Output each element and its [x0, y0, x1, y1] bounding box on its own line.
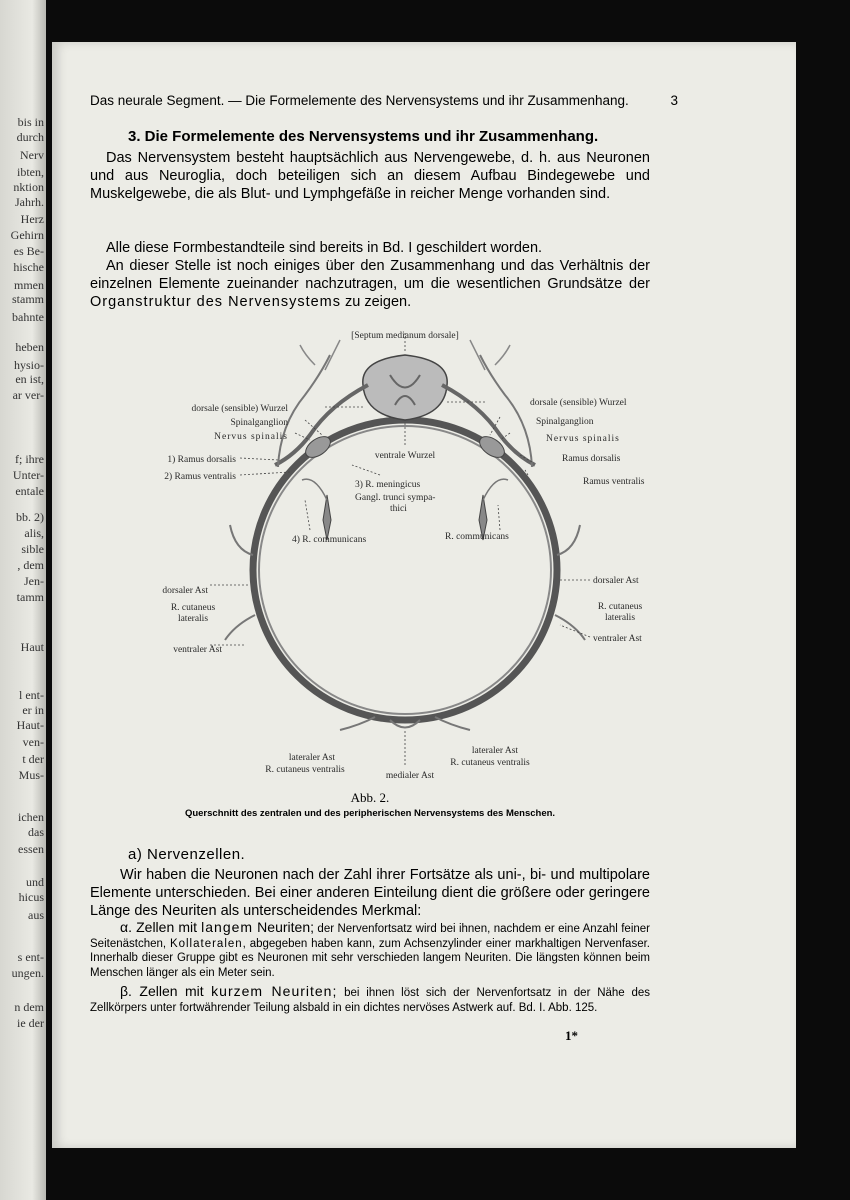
label-dorsaler-ast-right: dorsaler Ast — [593, 576, 639, 586]
left-page-fragment: , dem — [17, 558, 44, 572]
left-page-fragment: hische — [13, 260, 44, 274]
left-page-fragment: Jahrh. — [15, 195, 44, 209]
paragraph-1-text: Das Nervensystem besteht hauptsächlich aus Nervengewebe, d. h. aus Neuronen und aus Neuroglia, doch beteiligen sich an diesem Aufbau Bindegewebe und Muskelgewebe, die als Blut- und Lymphgefäße in reicher Menge vorhanden sind. — [90, 150, 650, 202]
left-page-fragment: Haut — [20, 640, 44, 654]
left-page-fragment: er in — [22, 703, 44, 717]
paragraph-4-text: Wir haben die Neuronen nach der Zahl ihrer Fortsätze als uni-, bi- und multipolare Elemente unterschieden. Bei einer anderen Einteilung dient die größere oder geringere Länge des Neuriten als unterscheidendes Merkmal: — [90, 867, 650, 919]
subsection-heading: a) Nervenzellen. — [128, 846, 246, 863]
paragraph-1 — [90, 149, 650, 203]
alpha-spaced-2: Kollateralen — [169, 937, 243, 950]
left-page-fragment: heben — [15, 340, 44, 354]
alpha-lead-2: Neuriten; — [253, 919, 314, 935]
label-r-communicans-left: 4) R. communicans — [292, 535, 367, 545]
label-ventraler-ast-right: ventraler Ast — [593, 634, 642, 644]
label-ramus-ventralis-right: Ramus ventralis — [583, 477, 645, 487]
left-page-fragment: entale — [15, 484, 44, 498]
left-page-fragment: ichen — [18, 810, 44, 824]
left-page-fragment: Unter- — [12, 468, 44, 482]
label-nervus-spinalis-left: Nervus spinalis — [214, 432, 288, 442]
paragraph-2-text: Alle diese Formbestandteile sind bereits in Bd. I geschildert worden. — [106, 240, 543, 256]
paragraph-3 — [90, 257, 650, 311]
page-number: 3 — [670, 93, 678, 108]
alpha-text-b: , abgegeben haben kann, zum Achsenzylinder einer markhaltigen Nervenfaser. Innerhalb dieser Gruppe gibt es Neuronen mit sehr verschieden langem Neuriten. Die längsten können beim Menschen länger als ein Meter sein. — [90, 937, 650, 979]
left-page-fragment: alis, — [24, 526, 44, 540]
left-page-fragment: tamm — [16, 590, 44, 604]
left-page-fragment: mmen — [14, 278, 44, 292]
label-r-cutaneus-ventralis-right: R. cutaneus ventralis — [450, 758, 530, 768]
left-page-fragment: bb. 2) — [16, 510, 44, 524]
paragraph-beta — [90, 984, 650, 1015]
label-spinalganglion-right: Spinalganglion — [536, 417, 594, 427]
left-page-fragment: ibten, — [17, 165, 44, 179]
figure-number: Abb. 2. — [350, 790, 390, 805]
left-page-fragment: stamm — [12, 292, 44, 306]
running-head — [90, 93, 678, 108]
left-page-fragment: essen — [18, 842, 44, 856]
paragraph-3-text-b: zu zeigen. — [341, 294, 412, 310]
label-ventrale-wurzel: ventrale Wurzel — [374, 451, 436, 461]
label-ramus-ventralis-left: 2) Ramus ventralis — [164, 472, 236, 482]
section-title: 3. Die Formelemente des Nervensystems und ihr Zusammenhang. — [128, 128, 599, 145]
alpha-spaced: langem — [201, 919, 254, 935]
label-lateraler-ast-left: lateraler Ast — [288, 753, 336, 763]
label-dorsale-wurzel-left: dorsale (sensible) Wurzel — [191, 404, 288, 414]
figure-caption: Querschnitt des zentralen und des peripherischen Nervensystems des Menschen. — [184, 808, 556, 819]
left-page-fragment: Haut- — [16, 718, 44, 732]
label-medialer-ast: medialer Ast — [385, 771, 435, 781]
left-page-fragment: f; ihre — [15, 452, 44, 466]
label-r-cutaneus-lat-left-2: lateralis — [177, 614, 209, 624]
left-page-fragment: hysio- — [14, 358, 44, 372]
body-outline — [253, 420, 557, 720]
cross-section-diagram — [90, 325, 650, 785]
label-r-cutaneus-lat-left-1: R. cutaneus — [170, 603, 216, 613]
left-page-fragment: das — [28, 825, 44, 839]
left-page-fragment: s ent- — [17, 950, 44, 964]
dorsal-branches-right — [470, 340, 510, 370]
label-nervus-spinalis-right: Nervus spinalis — [546, 434, 620, 444]
left-page-fragment: und — [26, 875, 44, 889]
left-page-fragment: Jen- — [24, 574, 44, 588]
label-dorsaler-ast-left: dorsaler Ast — [162, 586, 208, 596]
sympathetic-ganglion-left — [323, 495, 331, 540]
label-ventraler-ast-left: ventraler Ast — [173, 645, 222, 655]
left-page-fragment: Mus- — [18, 768, 44, 782]
signature-mark: 1* — [565, 1028, 578, 1043]
left-page-fragment: hicus — [18, 890, 44, 904]
label-lateraler-ast-right: lateraler Ast — [471, 746, 519, 756]
left-page-fragment: Herz — [20, 212, 44, 226]
communicans-left — [302, 479, 327, 500]
left-page-fragment: Gehirn — [10, 228, 44, 242]
label-gangl-2: thici — [390, 504, 407, 514]
label-r-meningicus: 3) R. meningicus — [355, 480, 421, 490]
left-page-fragment: n dem — [14, 1000, 44, 1014]
label-ramus-dorsalis-left: 1) Ramus dorsalis — [167, 455, 236, 465]
beta-spaced: kurzem Neuriten; — [211, 983, 338, 999]
label-r-cutaneus-lat-right-2: lateralis — [604, 613, 636, 623]
left-page-fragment: Nerv — [20, 148, 44, 162]
left-page-fragment: ungen. — [11, 966, 44, 980]
left-page-fragment: nktion — [13, 180, 44, 194]
left-page-fragment: sible — [21, 542, 44, 556]
left-page-fragment: ie der — [17, 1016, 44, 1030]
left-page-edge — [0, 0, 46, 1200]
label-septum: [Septum medianum dorsale] — [351, 331, 459, 341]
paragraph-alpha — [90, 920, 650, 980]
beta-lead: β. Zellen mit — [120, 983, 212, 999]
paragraph-3-spaced: Organstruktur des Nervensystems — [90, 294, 341, 310]
dorsal-branches-left — [300, 340, 340, 370]
left-page-fragment: bahnte — [12, 310, 44, 324]
label-dorsale-wurzel-right: dorsale (sensible) Wurzel — [530, 398, 627, 408]
left-page-fragment: es Be- — [13, 244, 44, 258]
body-outline-inner — [259, 426, 551, 714]
label-r-cutaneus-lat-right-1: R. cutaneus — [597, 602, 643, 612]
running-title: Das neurale Segment. — Die Formelemente des Nervensystems und ihr Zusammenhang. — [90, 93, 629, 108]
left-page-fragment: ven- — [22, 735, 44, 749]
alpha-lead: α. Zellen mit — [120, 919, 202, 935]
alpha-text-a: der Nervenfortsatz wird bei ihnen, nachdem er eine Anzahl feiner Seitenästchen, — [90, 923, 650, 950]
left-page-fragment: ar ver- — [12, 388, 44, 402]
communicans-right — [483, 479, 508, 500]
left-page-fragment: bis in — [17, 115, 44, 129]
label-spinalganglion-left: Spinalganglion — [230, 418, 288, 428]
left-page-fragment: en ist, — [15, 372, 44, 386]
paragraph-4 — [90, 866, 650, 920]
label-gangl-1: Gangl. trunci sympa- — [355, 493, 436, 503]
left-page-fragment: t der — [22, 752, 44, 766]
label-r-cutaneus-ventralis-left: R. cutaneus ventralis — [265, 765, 345, 775]
left-page-fragment: l ent- — [19, 688, 44, 702]
label-ramus-dorsalis-right: Ramus dorsalis — [562, 454, 621, 464]
paragraph-2 — [90, 239, 650, 257]
left-page-fragment: durch — [16, 130, 44, 144]
paragraph-3-text-a: An dieser Stelle ist noch einiges über den Zusammenhang und das Verhältnis der einzelnen Elemente zueinander nachzutragen, um die wesentlichen Grundsätze der — [90, 258, 650, 292]
nervous-system-figure — [90, 325, 650, 780]
beta-text: bei ihnen löst sich der Nervenfortsatz in der Nähe des Zellkörpers unter fortwährender Teilung alsbald in ein dichtes nervöses Astwerk auf. Bd. I. Abb. 125. — [90, 987, 651, 1014]
left-page-fragment: aus — [28, 908, 44, 922]
label-r-communicans-right: R. communicans — [445, 532, 509, 542]
